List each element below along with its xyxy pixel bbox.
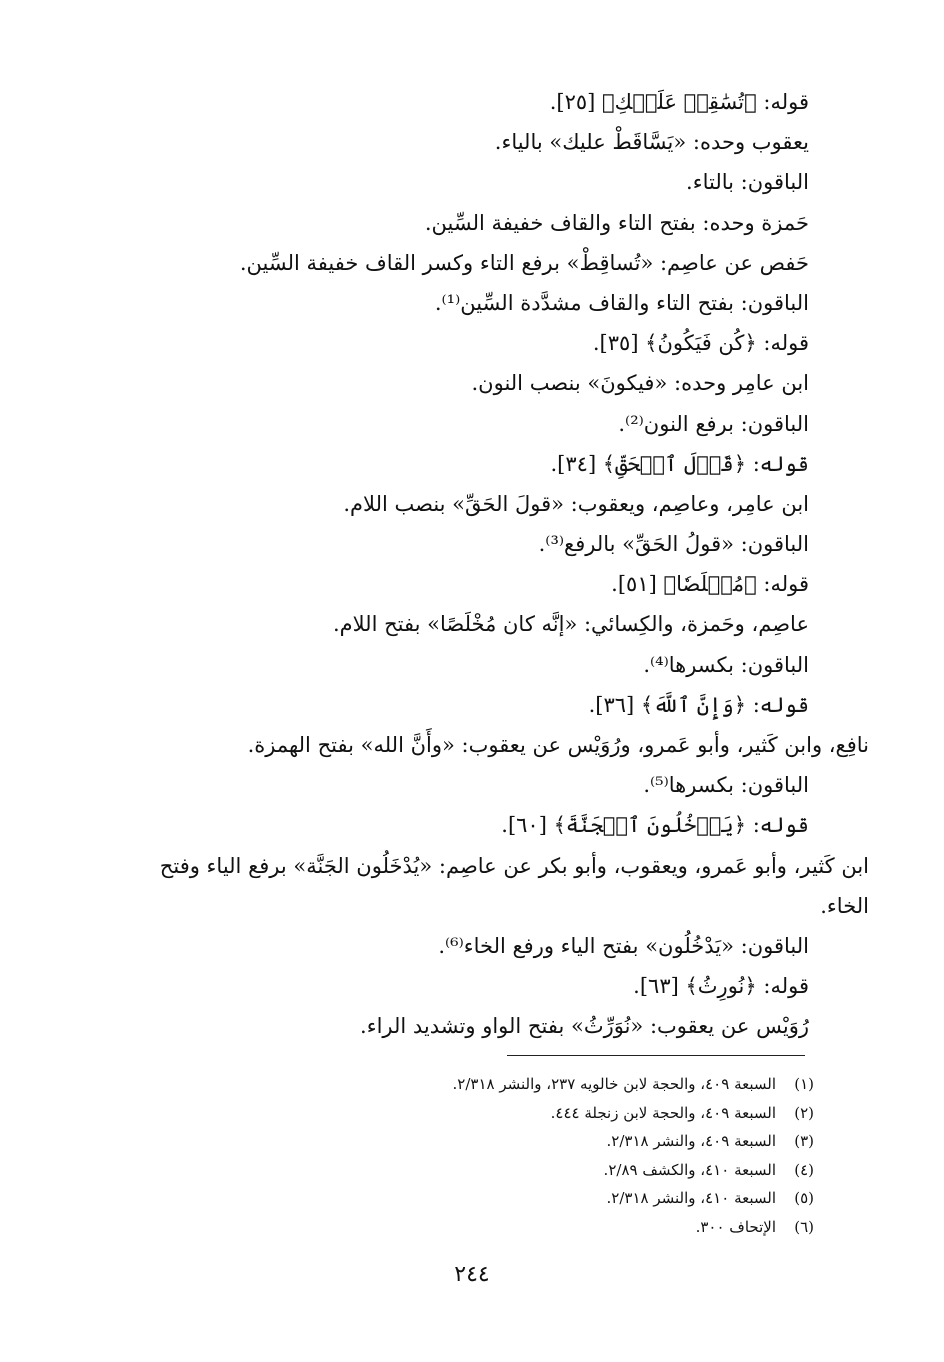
footnote-text: السبعة ٤٠٩، والحجة لابن زنجلة ٤٤٤. — [550, 1103, 776, 1122]
footnote — [294, 1156, 814, 1185]
footnote-divider — [507, 1055, 805, 1056]
footnote-text: الإتحاف ٣٠٠. — [695, 1217, 776, 1236]
footnote-text: السبعة ٤١٠، والنشر ٢/٣١٨. — [606, 1189, 776, 1207]
text-line: ابن كَثير، وأبو عَمرو، ويعقوب، وأبو بكر عن عاصِم: «يُدْخَلُون الجَنَّة» برفع الياء وفتح الخاء. — [159, 853, 869, 918]
text-line: قوله: ﴿نُورِثُ﴾ [٦٣]. — [633, 974, 809, 999]
text-line: قوله: ﴿تُسَٰقِطۡ عَلَيۡكِ﴾ [٢٥]. — [549, 90, 809, 114]
text-line: قوله: ﴿وَإِنَّ ٱللَّهَ﴾ [٣٦]. — [588, 692, 809, 717]
footnote — [294, 1099, 814, 1128]
footnote-number: (٢) — [794, 1103, 814, 1122]
text-line: الباقون: بكسرها⁽⁴⁾. — [643, 652, 809, 677]
text-line: ابن عامِر، وعاصِم، ويعقوب: «قولَ الحَقِّ» بنصب اللام. — [343, 491, 809, 516]
footnote-number: (١) — [794, 1075, 814, 1093]
main-text — [129, 82, 869, 1047]
footnote — [294, 1070, 814, 1099]
page-number: ٢٤٤ — [454, 1262, 490, 1287]
text-line: الباقون: برفع النون⁽²⁾. — [618, 411, 809, 436]
text-line: حَفص عن عاصِم: «تُساقِطْ» برفع التاء وكسر القاف خفيفة السِّين. — [239, 250, 809, 275]
footnote-number: (٤) — [794, 1160, 814, 1179]
text-line: يعقوب وحده: «يَسَّاقَطْ عليك» بالياء. — [494, 130, 809, 155]
text-line: قوله: ﴿كُن فَيَكُونُ﴾ [٣٥]. — [592, 331, 809, 356]
footnote — [294, 1127, 814, 1156]
text-line: ابن عامِر وحده: «فيكونَ» بنصب النون. — [471, 371, 809, 396]
footnotes — [294, 1070, 814, 1241]
footnote — [294, 1184, 814, 1213]
text-line: الباقون: بفتح التاء والقاف مشدَّدة السِّين⁽¹⁾. — [434, 290, 809, 315]
footnote-number: (٣) — [794, 1132, 814, 1150]
text-line: قوله: ﴿قَوۡلَ ٱلۡحَقِّ﴾ [٣٤]. — [550, 451, 809, 476]
footnote — [294, 1213, 814, 1242]
text-line: الباقون: بالتاء. — [686, 170, 809, 195]
footnote-text: السبعة ٤٠٩، والنشر ٢/٣١٨. — [606, 1132, 776, 1150]
text-line: الباقون: «يَدْخُلُون» بفتح الياء ورفع الخاء⁽⁶⁾. — [438, 933, 809, 958]
footnote-text: السبعة ٤١٠، والكشف ٢/٨٩. — [603, 1160, 776, 1179]
text-line: الباقون: بكسرها⁽⁵⁾. — [643, 773, 809, 798]
footnote-number: (٦) — [794, 1217, 814, 1236]
footnote-text: السبعة ٤٠٩، والحجة لابن خالويه ٢٣٧، والنشر ٢/٣١٨. — [452, 1075, 776, 1093]
text-line: قوله: ﴿يَدۡخُلُونَ ٱلۡجَنَّةَ﴾ [٦٠]. — [501, 813, 809, 838]
text-line: قوله: ﴿مُخۡلَصٗا﴾ [٥١]. — [611, 572, 809, 597]
footnote-number: (٥) — [794, 1189, 814, 1207]
text-line: الباقون: «قولُ الحَقِّ» بالرفع⁽³⁾. — [538, 532, 809, 557]
text-line: حَمزة وحده: بفتح التاء والقاف خفيفة السِّين. — [424, 210, 809, 235]
text-line: عاصِم، وحَمزة، والكِسائي: «إنَّه كان مُخْلَصًا» بفتح اللام. — [332, 612, 809, 637]
text-line: رُوَيْس عن يعقوب: «نُوَرِّثُ» بفتح الواو وتشديد الراء. — [360, 1014, 809, 1039]
text-line: نافِع، وابن كَثير، وأبو عَمرو، ورُوَيْس عن يعقوب: «وأَنَّ الله» بفتح الهمزة. — [247, 733, 869, 757]
